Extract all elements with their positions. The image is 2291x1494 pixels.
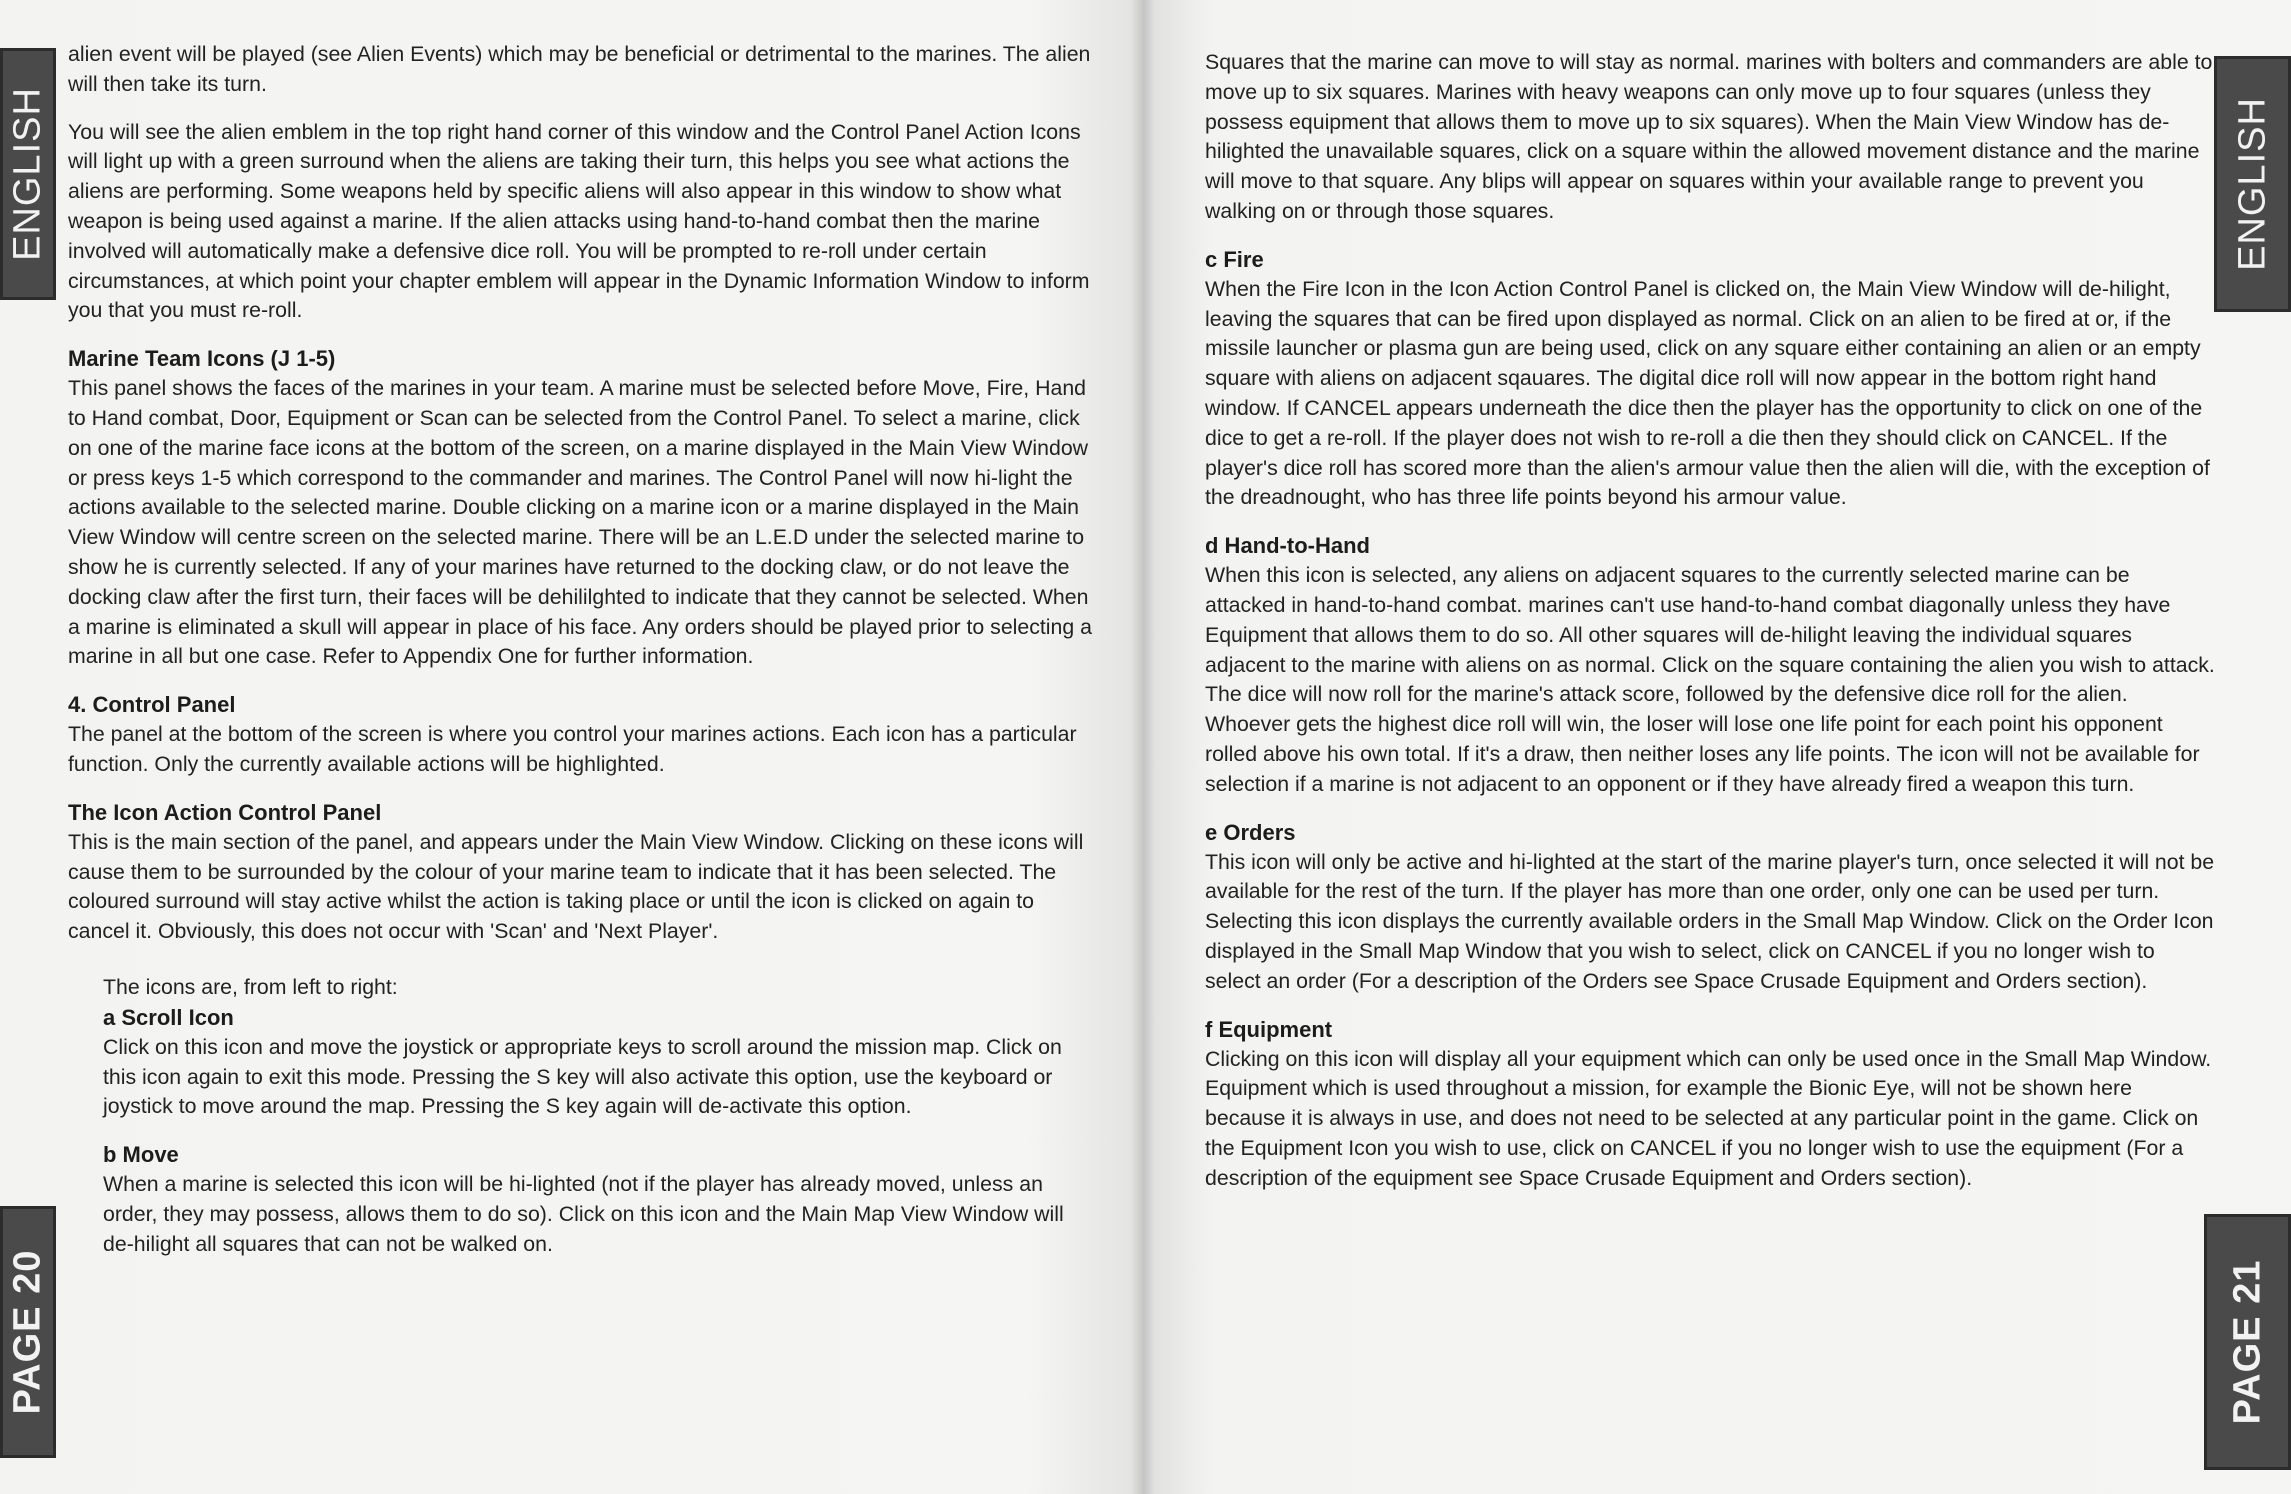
section-body: Click on this icon and move the joystick or appropriate keys to scroll around the mission map. Click on this icon again to exit this mode. Pressing the S key will also activate this option, use the keyboard or joystick to move around the map. Pressing the S key again will de-activate this option. — [103, 1034, 1062, 1119]
alien-emblem-paragraph: You will see the alien emblem in the top right hand corner of this window and the Control Panel Action Icons will light up with a green surround when the aliens are taking their turn, this helps you see what actions the aliens are performing. Some weapons held by specific aliens will also appear in this window to show what weapon is being used against a marine. If the alien attacks using hand-to-hand combat then the marine involved will automatically make a defensive dice roll. You will be prompted to re-roll under certain circumstances, at which point your chapter emblem will appear in the Dynamic Information Window to inform you that you must re-roll. — [68, 119, 1090, 323]
page-number-tab-left — [0, 1206, 56, 1458]
page-number-label: PAGE 20 — [6, 1249, 49, 1415]
section-body: This icon will only be active and hi-lighted at the start of the marine player's turn, once selected it will not be available for the rest of the turn. If the player has more than one order, only one can be used per turn. Selecting this icon displays the currently available orders in the Small Map Window. Click on the Order Icon displayed in the Small Map Window that you wish to select, click on CANCEL if you no longer wish to select an order (For a description of the Orders see Space Crusade Equipment and Orders section). — [1205, 849, 2215, 993]
hand-to-hand-section — [1205, 531, 2215, 799]
section-body: When this icon is selected, any aliens on adjacent squares to the currently selected marine can be attacked in hand-to-hand combat. marines can't use hand-to-hand combat diagonally unless they have Equipment that allows them to do so. All other squares will de-hilight leaving the individual squares adjacent to the marine with aliens on as normal. Click on the square containing the alien you wish to attack. The dice will now roll for the marine's attack score, followed by the defensive dice roll for the alien. Whoever gets the highest dice roll will win, the loser will lose one life point for each point his opponent rolled above his own total. If it's a draw, then neither loses any life points. The icon will not be available for selection if a marine is not adjacent to an opponent or if they have already fired a weapon this turn. — [1205, 563, 2215, 796]
move-continued-paragraph: Squares that the marine can move to will stay as normal. marines with bolters and commanders are able to move up to six squares. Marines with heavy weapons can only move up to four squares (unless they possess equipment that allows them to move up to six squares). When the Main View Window has de-hilighted the unavailable squares, click on a square within the allowed movement distance and the marine will move to that square. Any blips will appear on squares within your available range to prevent you walking on or through those squares. — [1205, 50, 2213, 223]
move-section — [103, 1140, 1093, 1259]
section-body: When a marine is selected this icon will be hi-lighted (not if the player has already moved, unless an order, they may possess, allows them to do so). Click on this icon and the Main Map View Window will de-hilight all squares that can not be walked on. — [103, 1172, 1064, 1256]
section-body: Clicking on this icon will display all your equipment which can only be used once in the Small Map Window. Equipment which is used throughout a mission, for example the Bionic Eye, will not be shown here because it is always in use, and does not need to be selected at any particular point in the game. Click on the Equipment Icon you wish to use, click on CANCEL if you no longer wish to use the equipment (For a description of the equipment see Space Crusade Equipment and Orders section). — [1205, 1046, 2212, 1190]
icon-action-section — [68, 798, 1093, 947]
page-number-tab-right — [2204, 1214, 2291, 1470]
equipment-section — [1205, 1015, 2215, 1194]
section-heading: c Fire — [1205, 246, 1264, 272]
left-text-column — [68, 40, 1093, 1278]
page-number-label: PAGE 21 — [2226, 1259, 2268, 1425]
section-body: When the Fire Icon in the Icon Action Control Panel is clicked on, the Main View Window will de-hilight, leaving the squares that can be fired upon displayed as normal. Click on an alien to be fired at or, if the missile launcher or plasma gun are being used, click on any square either containing an alien or an empty square with aliens on adjacent sqauares. The digital dice roll will now appear in the bottom right hand window. If CANCEL appears underneath the dice then the player has the opportunity to click on one of the dice to get a re-roll. If the player does not wish to re-roll a die then they should click on CANCEL. If the player's dice roll has scored more than the alien's armour value then the alien will die, with the exception of the dreadnought, who has three life points beyond his armour value. — [1205, 276, 2210, 510]
marine-team-section — [68, 344, 1093, 672]
language-tab-label: ENGLISH — [6, 87, 49, 261]
continued-paragraph: alien event will be played (see Alien Events) which may be beneficial or detrimental to the marines. The alien will then take its turn. — [68, 42, 1091, 96]
section-heading: Marine Team Icons (J 1-5) — [68, 346, 336, 372]
language-tab-left — [0, 48, 56, 300]
control-panel-section — [68, 690, 1093, 780]
section-heading: The Icon Action Control Panel — [68, 799, 382, 825]
section-heading: b Move — [103, 1142, 179, 1168]
language-tab-label: ENGLISH — [2231, 97, 2273, 271]
section-body: This panel shows the faces of the marines in your team. A marine must be selected before Move, Fire, Hand to Hand combat, Door, Equipment or Scan can be selected from the Control Panel. To select a marine, click on one of the marine face icons at the bottom of the screen, on a marine displayed in the Main View Window or press keys 1-5 which correspond to the commander and marines. The Control Panel will now hi-light the actions available to the selected marine. Double clicking on a marine icon or a marine displayed in the Main View Window will centre screen on the selected marine. There will be an L.E.D under the selected marine to show he is currently selected. If any of your marines have returned to the docking claw, or do not leave the docking claw after the first turn, their faces will be dehililghted to indicate that they cannot be selected. When a marine is eliminated a skull will appear in place of his face. Any orders should be played prior to selecting a marine in all but one case. Refer to Appendix One for further information. — [68, 376, 1092, 669]
section-heading: a Scroll Icon — [103, 1004, 234, 1030]
orders-section — [1205, 818, 2215, 997]
section-heading: 4. Control Panel — [68, 692, 236, 718]
language-tab-right — [2214, 56, 2291, 312]
left-page — [0, 0, 1143, 1494]
right-text-column — [1205, 48, 2215, 1212]
section-body: This is the main section of the panel, and appears under the Main View Window. Clicking on these icons will cause them to be surrounded by the colour of your marine team to indicate that it has been selected. The coloured surround will stay active whilst the action is taking place or until the icon is clicked on again to cancel it. Obviously, this does not occur with 'Scan' and 'Next Player'. — [68, 829, 1084, 944]
icon-list — [68, 973, 1093, 1260]
scroll-icon-section — [103, 1003, 1093, 1122]
section-heading: f Equipment — [1205, 1016, 1333, 1042]
icons-intro: The icons are, from left to right: — [103, 974, 398, 999]
section-heading: e Orders — [1205, 819, 1296, 845]
section-body: The panel at the bottom of the screen is where you control your marines actions. Each icon has a particular function. Only the currently available actions will be highlighted. — [68, 722, 1077, 776]
section-heading: d Hand-to-Hand — [1205, 533, 1370, 559]
fire-section — [1205, 245, 2215, 513]
right-page — [1143, 0, 2291, 1494]
